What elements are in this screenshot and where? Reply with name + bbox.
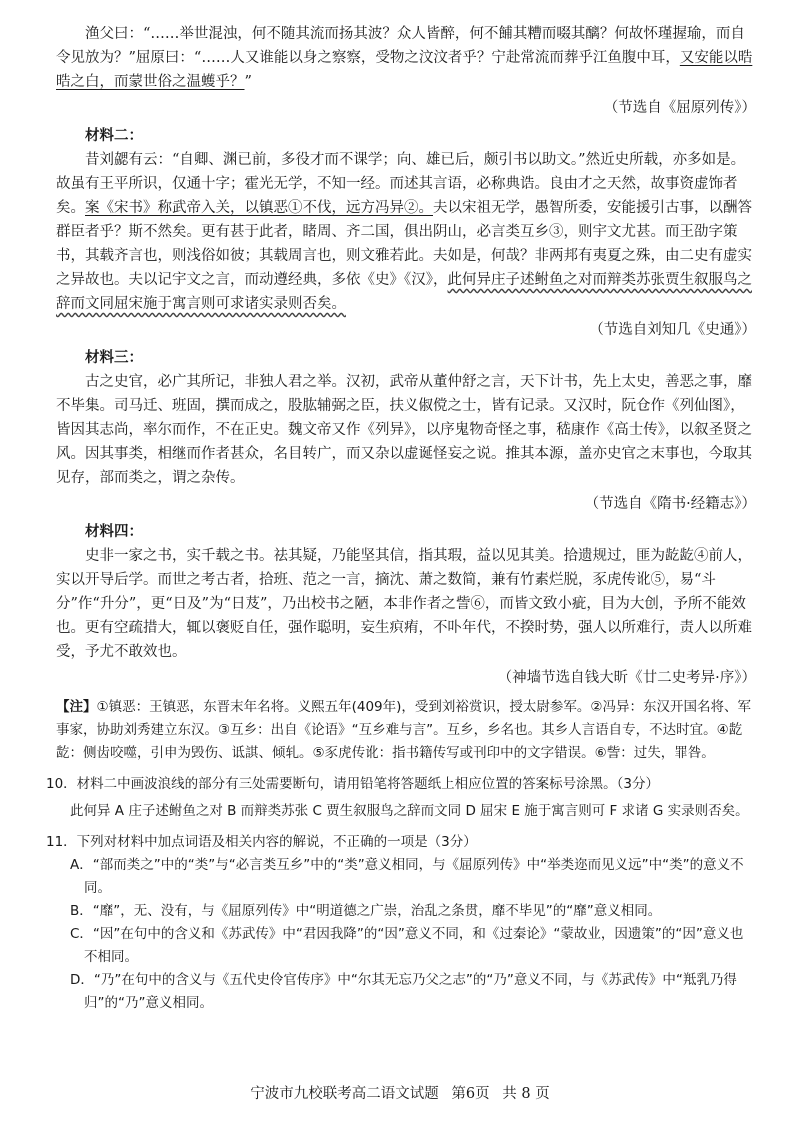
material-two-text-a: 昔刘勰有云：“自卿、渊已前，多役才而不课学；向、雄已后，颇引书以助文。”然近史所载，亦多如是。故虽有王平所识，仅通十字；霍光无学，不知一经。而述其言语，必称典诰。良由才之天然，故事资虚饰者矣。 xyxy=(56,152,746,216)
notes-text: ①镇恶：王镇恶，东晋末年名将。义熙五年(409年)，受到刘裕赏识，授太尉参军。②冯异：东汉开国名将、军事家，协助刘秀建立东汉。③互乡：出自《论语》“互乡难与言”。互乡，乡名也。其乡人言语自专，不达时宜。④龁龁：侧齿咬噬，引申为毁伤、诋諆、倾轧。⑤豕虎传讹：指书籍传写或刊印中的文字错误。⑥訾：过失，罪咎。 xyxy=(56,699,752,761)
page-footer xyxy=(0,1082,800,1106)
material-three-source: （节选自《隋书·经籍志》） xyxy=(584,496,756,512)
question-11 xyxy=(46,831,756,1015)
material-two-heading: 材料二： xyxy=(85,127,143,144)
material-four xyxy=(56,520,756,690)
material-three xyxy=(56,346,756,516)
material-one-underlined-text: 又安能以晧晧之白，而蒙世俗之温蠖乎？ xyxy=(56,50,753,90)
question-10-answer-line: 此何异 A 庄子述鲋鱼之对 B 而辩类苏张 C 贾生叙服鸟之辞而文同 D 屈宋 E 施于寓言则可 F 求诸 G 实录则否矣。 xyxy=(70,803,749,819)
annotation-notes xyxy=(56,696,756,765)
notes-paragraph xyxy=(56,696,756,765)
footer-total-pages: 共 8 页 xyxy=(502,1086,550,1102)
question-11-option-a: A．“部而类之”中的“类”与“必言类互乡”中的“类”意义相同，与《屈原列传》中“举类迩而见义远”中“类”的意义不同。 xyxy=(70,857,744,896)
footer-page-number: 第6页 xyxy=(451,1086,490,1102)
material-two xyxy=(56,124,756,342)
material-four-source: （神墙节选自钱大昕《廿二史考异·序》） xyxy=(497,670,756,686)
material-three-paragraph: 古之史官，必广其所记，非独人君之举。汉初，武帝从董仲舒之言，天下计书，先上太史，善恶之事，靡不毕集。司马迁、班固，撰而成之，股肱辅弼之臣，扶义俶傥之士，皆有记录。又汉时，阮仓作《列仙图》，皆因其志尚，率尔而作，不在正史。魏文帝又作《列异》，以序鬼物奇怪之事，嵇康作《高士传》，以叙圣贤之风。因其事类，相继而作者甚众，名目转广，而又杂以虚诞怪妄之说。推其本源，盖亦史官之末事也，今取其见存，部而类之，谓之杂传。 xyxy=(56,374,752,486)
notes-label: 【注】 xyxy=(56,699,97,715)
material-one-closing-quote: ” xyxy=(244,74,252,90)
material-two-wavy-underlined-sentence: 此何异庄子述鲋鱼之对而辩类苏张贾生叙服鸟之辞而文同屈宋施于寓言则可求诸实录则否矣。 xyxy=(56,272,752,312)
question-10 xyxy=(46,773,756,823)
material-one-source: （节选自《屈原列传》） xyxy=(603,100,756,116)
footer-exam-title: 宁波市九校联考高二语文试题 xyxy=(250,1086,439,1102)
question-11-option-c: C．“因”在句中的含义和《苏武传》中“君因我降”的“因”意义不同，和《过秦论》“蒙故业，因遗策”的“因”意义也不相同。 xyxy=(70,926,744,965)
material-one-excerpt xyxy=(56,22,756,120)
question-11-option-d: D．“乃”在句中的含义与《五代史伶官传序》中“尔其无忘乃父之志”的“乃”意义不同，与《苏武传》中“羝乳乃得归”的“乃”意义相同。 xyxy=(70,972,737,1011)
question-11-stem: 11．下列对材料中加点词语及相关内容的解说，不正确的一项是（3分） xyxy=(46,834,477,850)
question-11-option-b: B．“靡”，无、没有，与《屈原列传》中“明道德之广崇，治乱之条贯，靡不毕见”的“靡”意义相同。 xyxy=(70,903,662,919)
question-10-stem: 10．材料二中画波浪线的部分有三处需要断句，请用铅笔将答题纸上相应位置的答案标号涂黑。（3分） xyxy=(46,776,660,792)
material-three-heading: 材料三： xyxy=(85,349,143,366)
material-two-underlined-sentence: 案《宋书》称武帝入关，以镇恶①不伐，远方冯异②。 xyxy=(85,200,433,216)
material-two-source: （节选自刘知几《史通》） xyxy=(589,322,756,338)
material-four-paragraph: 史非一家之书，实千载之书。祛其疑，乃能坚其信，指其瑕，益以见其美。拾遗规过，匪为龁龁④前人，实以开导后学。而世之考古者，拾班、范之一言，摘沈、萧之数简，兼有竹素烂脱，豕虎传讹⑤，易“斗分”作“升分”，更“日及”为“日芨”，乃出校书之陋，本非作者之訾⑥，而皆文致小疵，目为大创，予所不能效也。更有空疏措大，辄以褒贬自任，强作聪明，妄生疻痏，不卟年代，不揆时势，强人以所难行，责人以所难受，予尤不敢效也。 xyxy=(56,548,752,660)
material-one-paragraph xyxy=(56,22,756,94)
material-two-text-b: 夫以宋祖无学，愚智所委，安能援引古事，以酬答群臣者乎？斯不然矣。更有甚于此者，睹周、齐二国，俱出阴山，必言类互乡③，则宇文尤甚。而王劭字策书，其载齐言也，则浅俗如彼；其载周言也，则文雅若此。夫如是，何哉？非两邦有夷夏之殊，由二史有虚实之异故也。夫以记宇文之言，而动遵经典，多依《史》《汉》， xyxy=(56,200,752,288)
material-two-paragraph xyxy=(56,148,756,316)
material-one-text: 渔父曰：“……举世混浊，何不随其流而扬其波？众人皆醉，何不餔其糟而啜其醨？何故怀瑾握瑜，而自令见放为？”屈原曰：“……人又谁能以身之察察，受物之汶汶者乎？宁赴常流而葬乎江鱼腹中耳， xyxy=(56,26,745,66)
material-four-heading: 材料四： xyxy=(85,523,143,540)
